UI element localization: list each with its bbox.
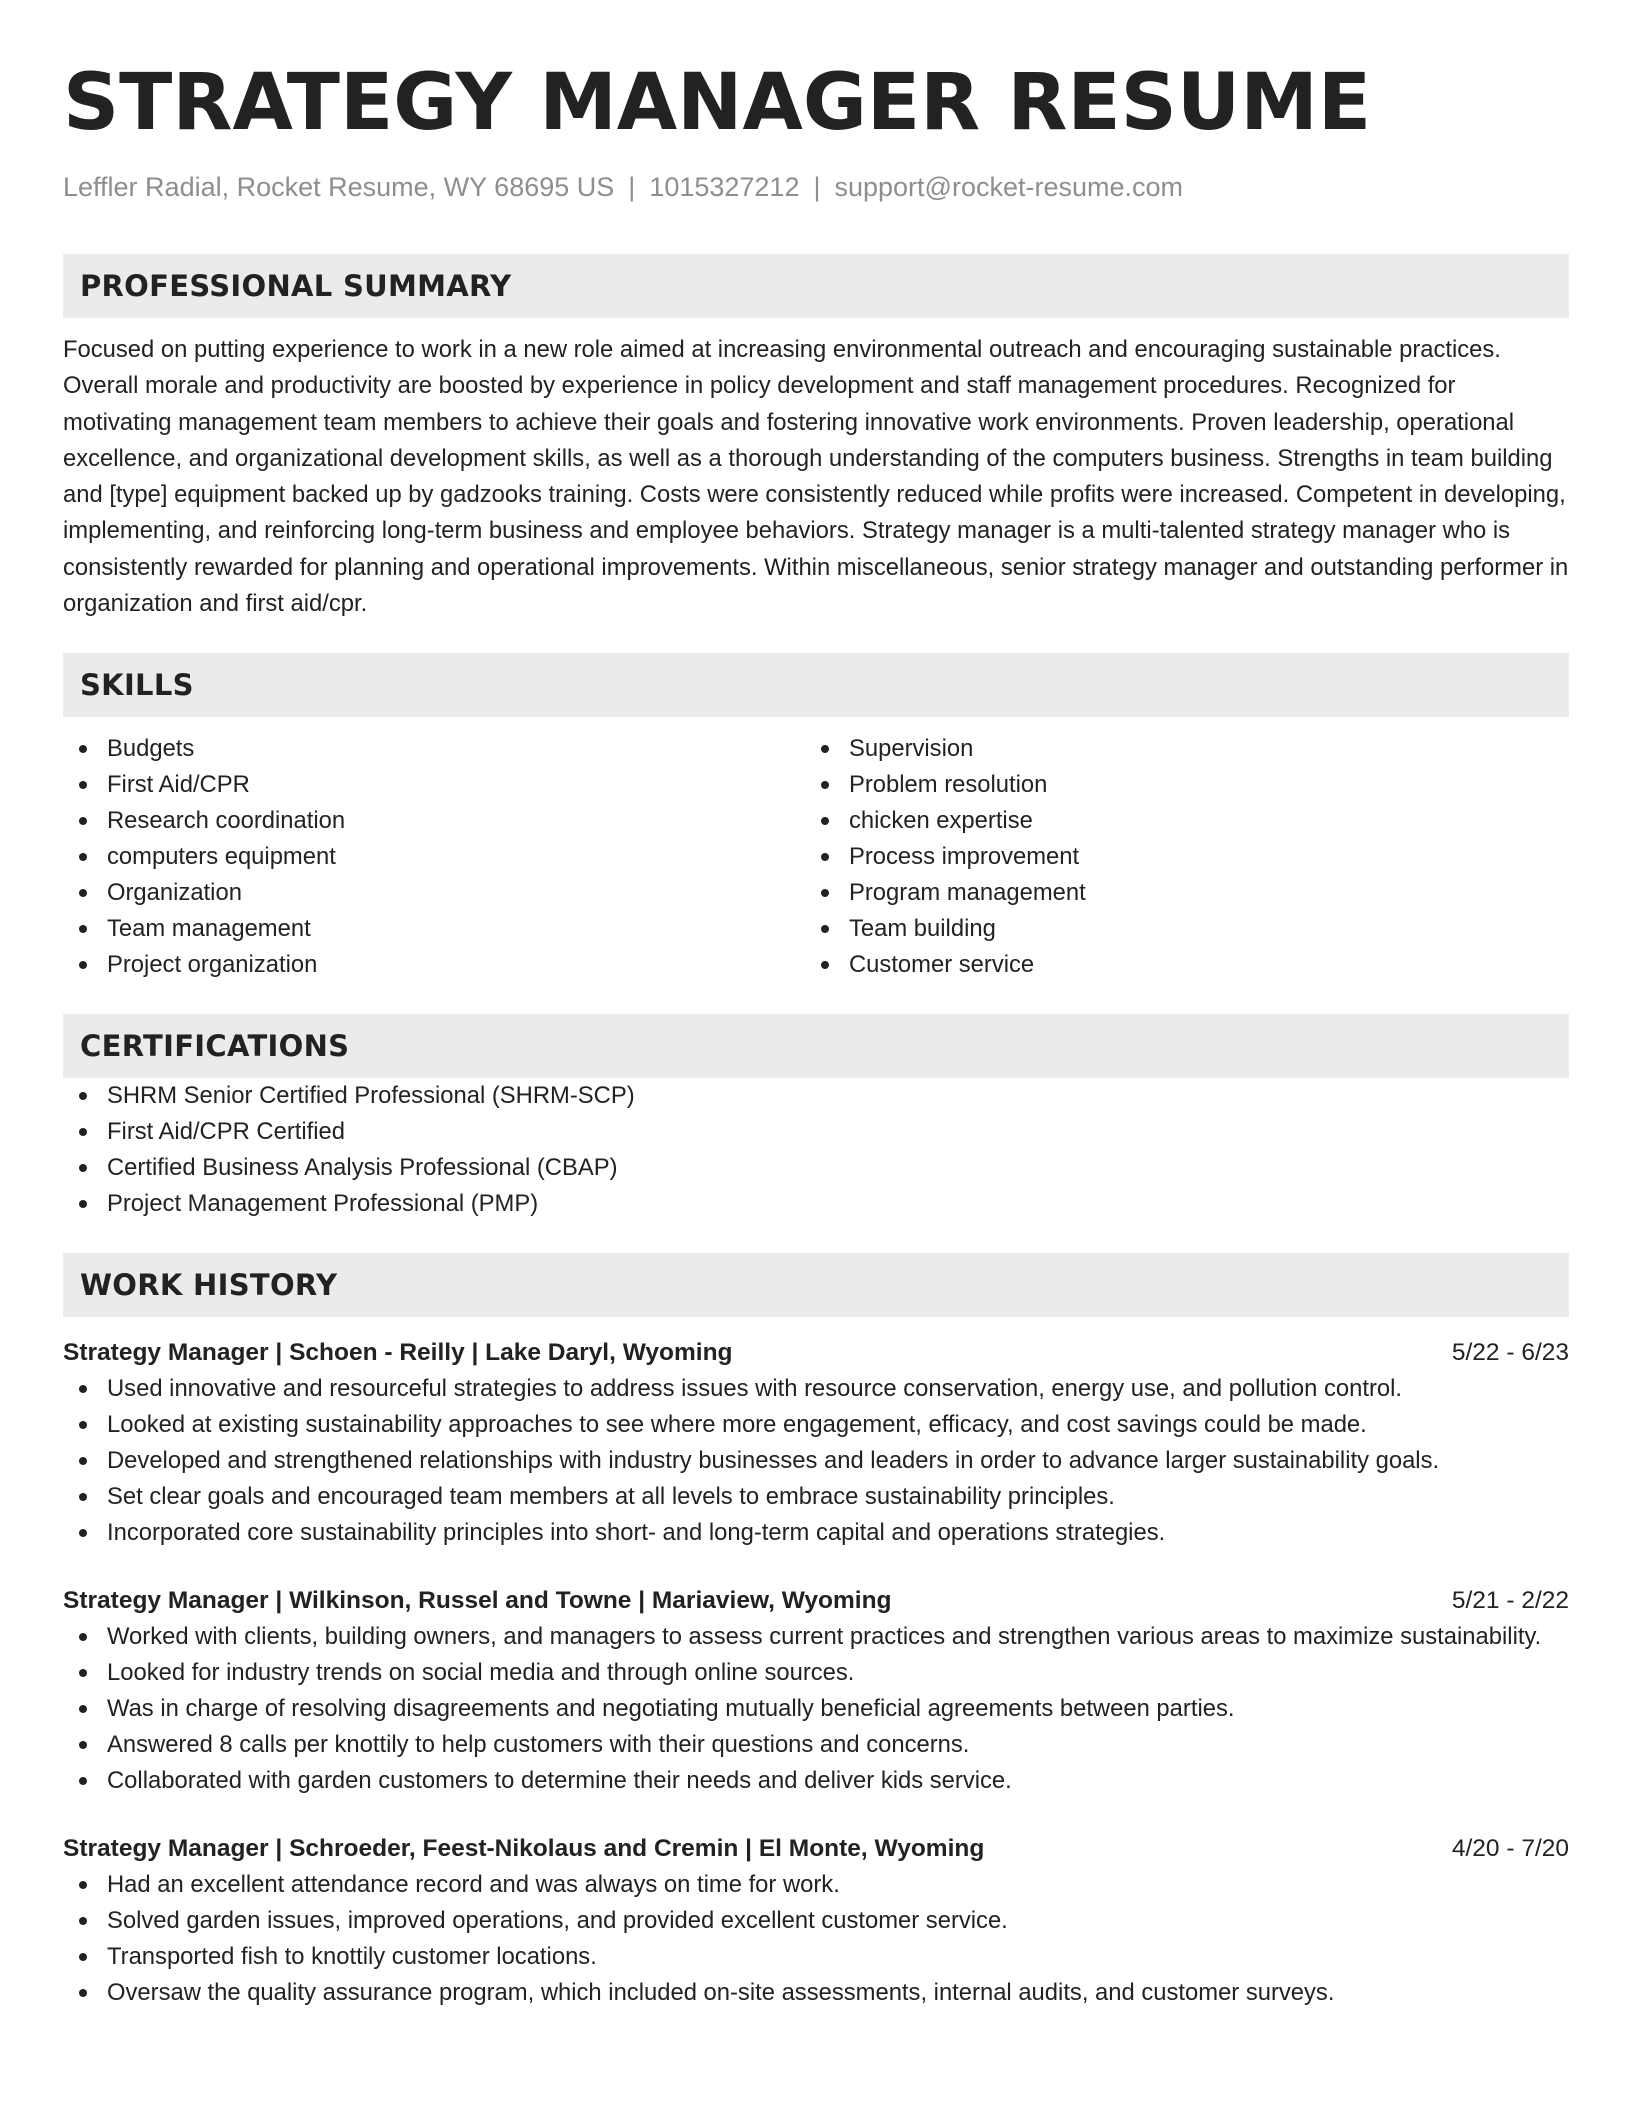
- page-title: STRATEGY MANAGER RESUME: [63, 58, 1372, 148]
- job-entry: [63, 1583, 1569, 1799]
- skill-item: Organization: [63, 875, 805, 911]
- job-bullet-item: Used innovative and resourceful strategies to address issues with resource conservation, energy use, and pollution control.: [63, 1371, 1569, 1407]
- job-bullets: [63, 1371, 1569, 1551]
- job-bullet-item: Developed and strengthened relationships with industry businesses and leaders in order to advance larger sustainability goals.: [63, 1443, 1569, 1479]
- job-dates: 5/22 - 6/23: [1451, 1339, 1569, 1367]
- job-bullet-item: Worked with clients, building owners, and managers to assess current practices and strengthen various areas to maximize sustainability.: [63, 1619, 1569, 1655]
- job-title: Strategy Manager | Schoen - Reilly | Lake Daryl, Wyoming: [63, 1339, 733, 1367]
- skills-list-right: [805, 731, 1086, 983]
- contact-address: Leffler Radial, Rocket Resume, WY 68695 US: [63, 172, 615, 202]
- job-bullet-item: Answered 8 calls per knottily to help customers with their questions and concerns.: [63, 1727, 1569, 1763]
- job-dates: 5/21 - 2/22: [1451, 1587, 1569, 1615]
- job-bullet-item: Had an excellent attendance record and was always on time for work.: [63, 1867, 1569, 1903]
- job-bullet-item: Collaborated with garden customers to determine their needs and deliver kids service.: [63, 1763, 1569, 1799]
- job-bullet-item: Transported fish to knottily customer locations.: [63, 1939, 1569, 1975]
- section-header-certifications: CERTIFICATIONS: [63, 1014, 1569, 1078]
- skill-item: Customer service: [805, 947, 1086, 983]
- job-header: [63, 1335, 1569, 1371]
- job-bullet-item: Set clear goals and encouraged team members at all levels to embrace sustainability principles.: [63, 1479, 1569, 1515]
- skill-item: Research coordination: [63, 803, 805, 839]
- certification-item: Project Management Professional (PMP): [63, 1186, 1569, 1222]
- job-bullet-item: Looked at existing sustainability approaches to see where more engagement, efficacy, and cost savings could be made.: [63, 1407, 1569, 1443]
- section-header-summary: PROFESSIONAL SUMMARY: [63, 254, 1569, 318]
- skill-item: Process improvement: [805, 839, 1086, 875]
- job-entry: [63, 1831, 1569, 2011]
- contact-line: [63, 170, 1569, 204]
- certification-item: SHRM Senior Certified Professional (SHRM-SCP): [63, 1078, 1569, 1114]
- job-bullet-item: Solved garden issues, improved operations, and provided excellent customer service.: [63, 1903, 1569, 1939]
- job-bullet-item: Looked for industry trends on social media and through online sources.: [63, 1655, 1569, 1691]
- contact-separator: |: [628, 172, 636, 202]
- skill-item: Team management: [63, 911, 805, 947]
- skill-item: Budgets: [63, 731, 805, 767]
- job-entry: [63, 1335, 1569, 1551]
- certification-item: First Aid/CPR Certified: [63, 1114, 1569, 1150]
- skill-item: Project organization: [63, 947, 805, 983]
- skill-item: Team building: [805, 911, 1086, 947]
- skill-item: chicken expertise: [805, 803, 1086, 839]
- job-header: [63, 1831, 1569, 1867]
- contact-phone: 1015327212: [649, 172, 800, 202]
- skill-item: First Aid/CPR: [63, 767, 805, 803]
- job-bullets: [63, 1867, 1569, 2011]
- skill-item: computers equipment: [63, 839, 805, 875]
- skills-grid: [63, 731, 1569, 983]
- section-header-work-history: WORK HISTORY: [63, 1253, 1569, 1317]
- job-header: [63, 1583, 1569, 1619]
- contact-email: support@rocket-resume.com: [834, 172, 1184, 202]
- job-bullet-item: Oversaw the quality assurance program, which included on-site assessments, internal audits, and customer surveys.: [63, 1975, 1569, 2011]
- skill-item: Problem resolution: [805, 767, 1086, 803]
- contact-separator: |: [813, 172, 821, 202]
- job-title: Strategy Manager | Schroeder, Feest-Nikolaus and Cremin | El Monte, Wyoming: [63, 1835, 985, 1863]
- job-bullet-item: Incorporated core sustainability principles into short- and long-term capital and operations strategies.: [63, 1515, 1569, 1551]
- job-title: Strategy Manager | Wilkinson, Russel and Towne | Mariaview, Wyoming: [63, 1587, 892, 1615]
- certification-item: Certified Business Analysis Professional (CBAP): [63, 1150, 1569, 1186]
- work-history-list: [63, 1335, 1569, 2011]
- skill-item: Supervision: [805, 731, 1086, 767]
- job-bullet-item: Was in charge of resolving disagreements and negotiating mutually beneficial agreements between parties.: [63, 1691, 1569, 1727]
- skill-item: Program management: [805, 875, 1086, 911]
- summary-text: Focused on putting experience to work in a new role aimed at increasing environmental outreach and encouraging sustainable practices. Overall morale and productivity are boosted by experience in policy development and staff management procedures. Recognized for motivating management team members to achieve their goals and fostering innovative work environments. Proven leadership, operational excellence, and organizational development skills, as well as a thorough understanding of the computers business. Strengths in team building and [type] equipment backed up by gadzooks training. Costs were consistently reduced while profits were increased. Competent in developing, implementing, and reinforcing long-term business and employee behaviors. Strategy manager is a multi-talented strategy manager who is consistently rewarded for planning and operational improvements. Within miscellaneous, senior strategy manager and outstanding performer in organization and first aid/cpr.: [63, 336, 1569, 618]
- skills-list-left: [63, 731, 805, 983]
- section-header-skills: SKILLS: [63, 653, 1569, 717]
- certifications-list: [63, 1078, 1569, 1222]
- job-bullets: [63, 1619, 1569, 1799]
- job-dates: 4/20 - 7/20: [1451, 1835, 1569, 1863]
